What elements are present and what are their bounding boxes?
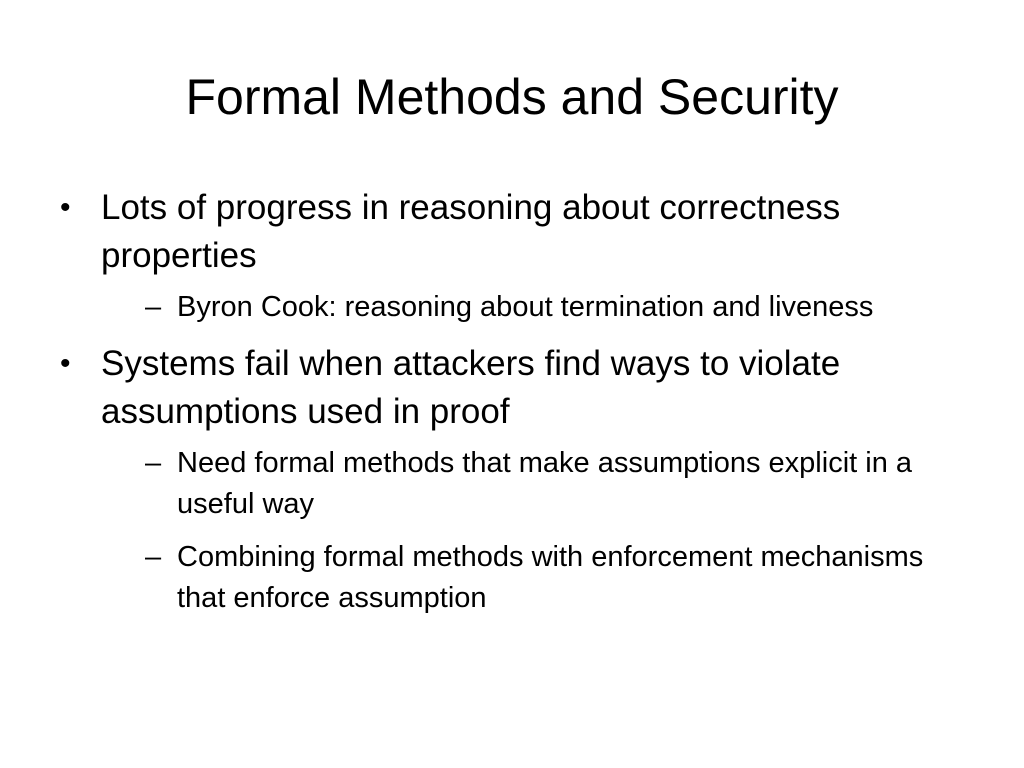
bullet-item (58, 184, 958, 280)
bullet-marker: • (60, 191, 71, 224)
sub-bullet-marker: – (145, 541, 162, 573)
bullet-list (58, 184, 958, 631)
bullet-text: Lots of progress in reasoning about correctness properties (101, 188, 841, 275)
sub-bullet-item (145, 537, 937, 619)
bullet-marker: • (60, 347, 71, 380)
sub-bullet-text: Combining formal methods with enforcement mechanisms that enforce assumption (177, 541, 924, 614)
bullet-text: Systems fail when attackers find ways to violate assumptions used in proof (101, 344, 841, 431)
sub-bullet-item (145, 443, 937, 525)
slide-title: Formal Methods and Security (185, 69, 839, 125)
sub-bullet-marker: – (145, 291, 162, 323)
sub-bullet-text: Byron Cook: reasoning about termination and liveness (177, 291, 874, 323)
bullet-item (58, 340, 958, 436)
sub-bullet-item (145, 287, 937, 328)
sub-bullet-text: Need formal methods that make assumptions explicit in a useful way (177, 447, 913, 520)
sub-bullet-marker: – (145, 447, 162, 479)
